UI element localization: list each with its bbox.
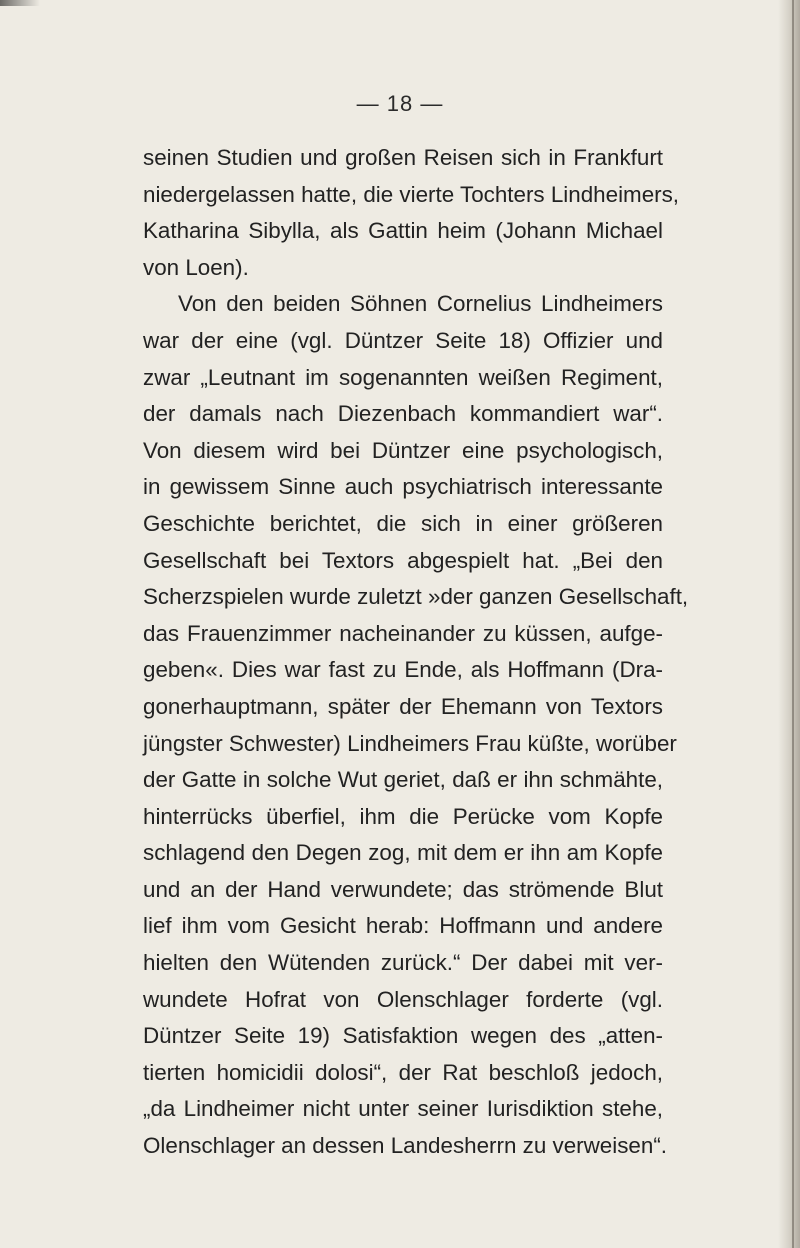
text-line: in gewissem Sinne auch psychiatrisch interessante: [143, 474, 663, 500]
gutter-edge-line: [792, 0, 794, 1248]
text-line: hinterrücks überfiel, ihm die Perücke vom Kopfe: [143, 803, 663, 829]
book-gutter-shadow: [778, 0, 800, 1248]
text-line: schlagend den Degen zog, mit dem er ihn am Kopfe: [143, 840, 663, 866]
text-line: Scherzspielen wurde zuletzt »der ganzen Gesellschaft,: [143, 584, 689, 610]
text-line: Von diesem wird bei Düntzer eine psychologisch,: [143, 437, 663, 463]
text-line: lief ihm vom Gesicht herab: Hoffmann und andere: [143, 913, 663, 939]
text-line: gonerhauptmann, später der Ehemann von Textors: [143, 693, 663, 719]
text-line: und an der Hand verwundete; das strömende Blut: [143, 876, 663, 902]
text-line: Geschichte berichtet, die sich in einer größeren: [143, 510, 663, 536]
text-line: Katharina Sibylla, als Gattin heim (Johann Michael: [143, 218, 663, 244]
text-line: von Loen).: [143, 254, 249, 280]
page-number: — 18 —: [356, 91, 444, 116]
text-line: der damals nach Diezenbach kommandiert war“.: [143, 401, 663, 427]
text-line: geben«. Dies war fast zu Ende, als Hoffmann (Dra-: [143, 657, 663, 683]
text-line: Olenschlager an dessen Landesherrn zu verweisen“.: [143, 1133, 667, 1159]
text-line: jüngster Schwester) Lindheimers Frau küßte, worüber: [143, 730, 677, 756]
text-line: niedergelassen hatte, die vierte Tochters Lindheimers,: [143, 181, 680, 207]
text-line: hielten den Wütenden zurück.“ Der dabei mit ver-: [143, 950, 663, 976]
text-line: Von den beiden Söhnen Cornelius Lindheimers: [178, 291, 663, 317]
text-line: wundete Hofrat von Olenschlager forderte (vgl.: [143, 986, 663, 1012]
body-text: [143, 140, 689, 1165]
text-line: seinen Studien und großen Reisen sich in Frankfurt: [143, 145, 663, 170]
text-line: Gesellschaft bei Textors abgespielt hat. „Bei den: [143, 547, 663, 573]
text-line: zwar „Leutnant im sogenannten weißen Regiment,: [143, 364, 663, 390]
text-line: der Gatte in solche Wut geriet, daß er ihn schmähte,: [143, 767, 663, 793]
text-line: das Frauenzimmer nacheinander zu küssen, aufge-: [143, 620, 663, 646]
text-line: tierten homicidii dolosi“, der Rat beschloß jedoch,: [143, 1059, 663, 1085]
text-line: Düntzer Seite 19) Satisfaktion wegen des „atten-: [143, 1023, 663, 1049]
text-line: „da Lindheimer nicht unter seiner Iurisdiktion stehe,: [143, 1096, 663, 1122]
corner-shadow: [0, 0, 40, 6]
text-line: war der eine (vgl. Düntzer Seite 18) Offizier und: [143, 327, 663, 353]
